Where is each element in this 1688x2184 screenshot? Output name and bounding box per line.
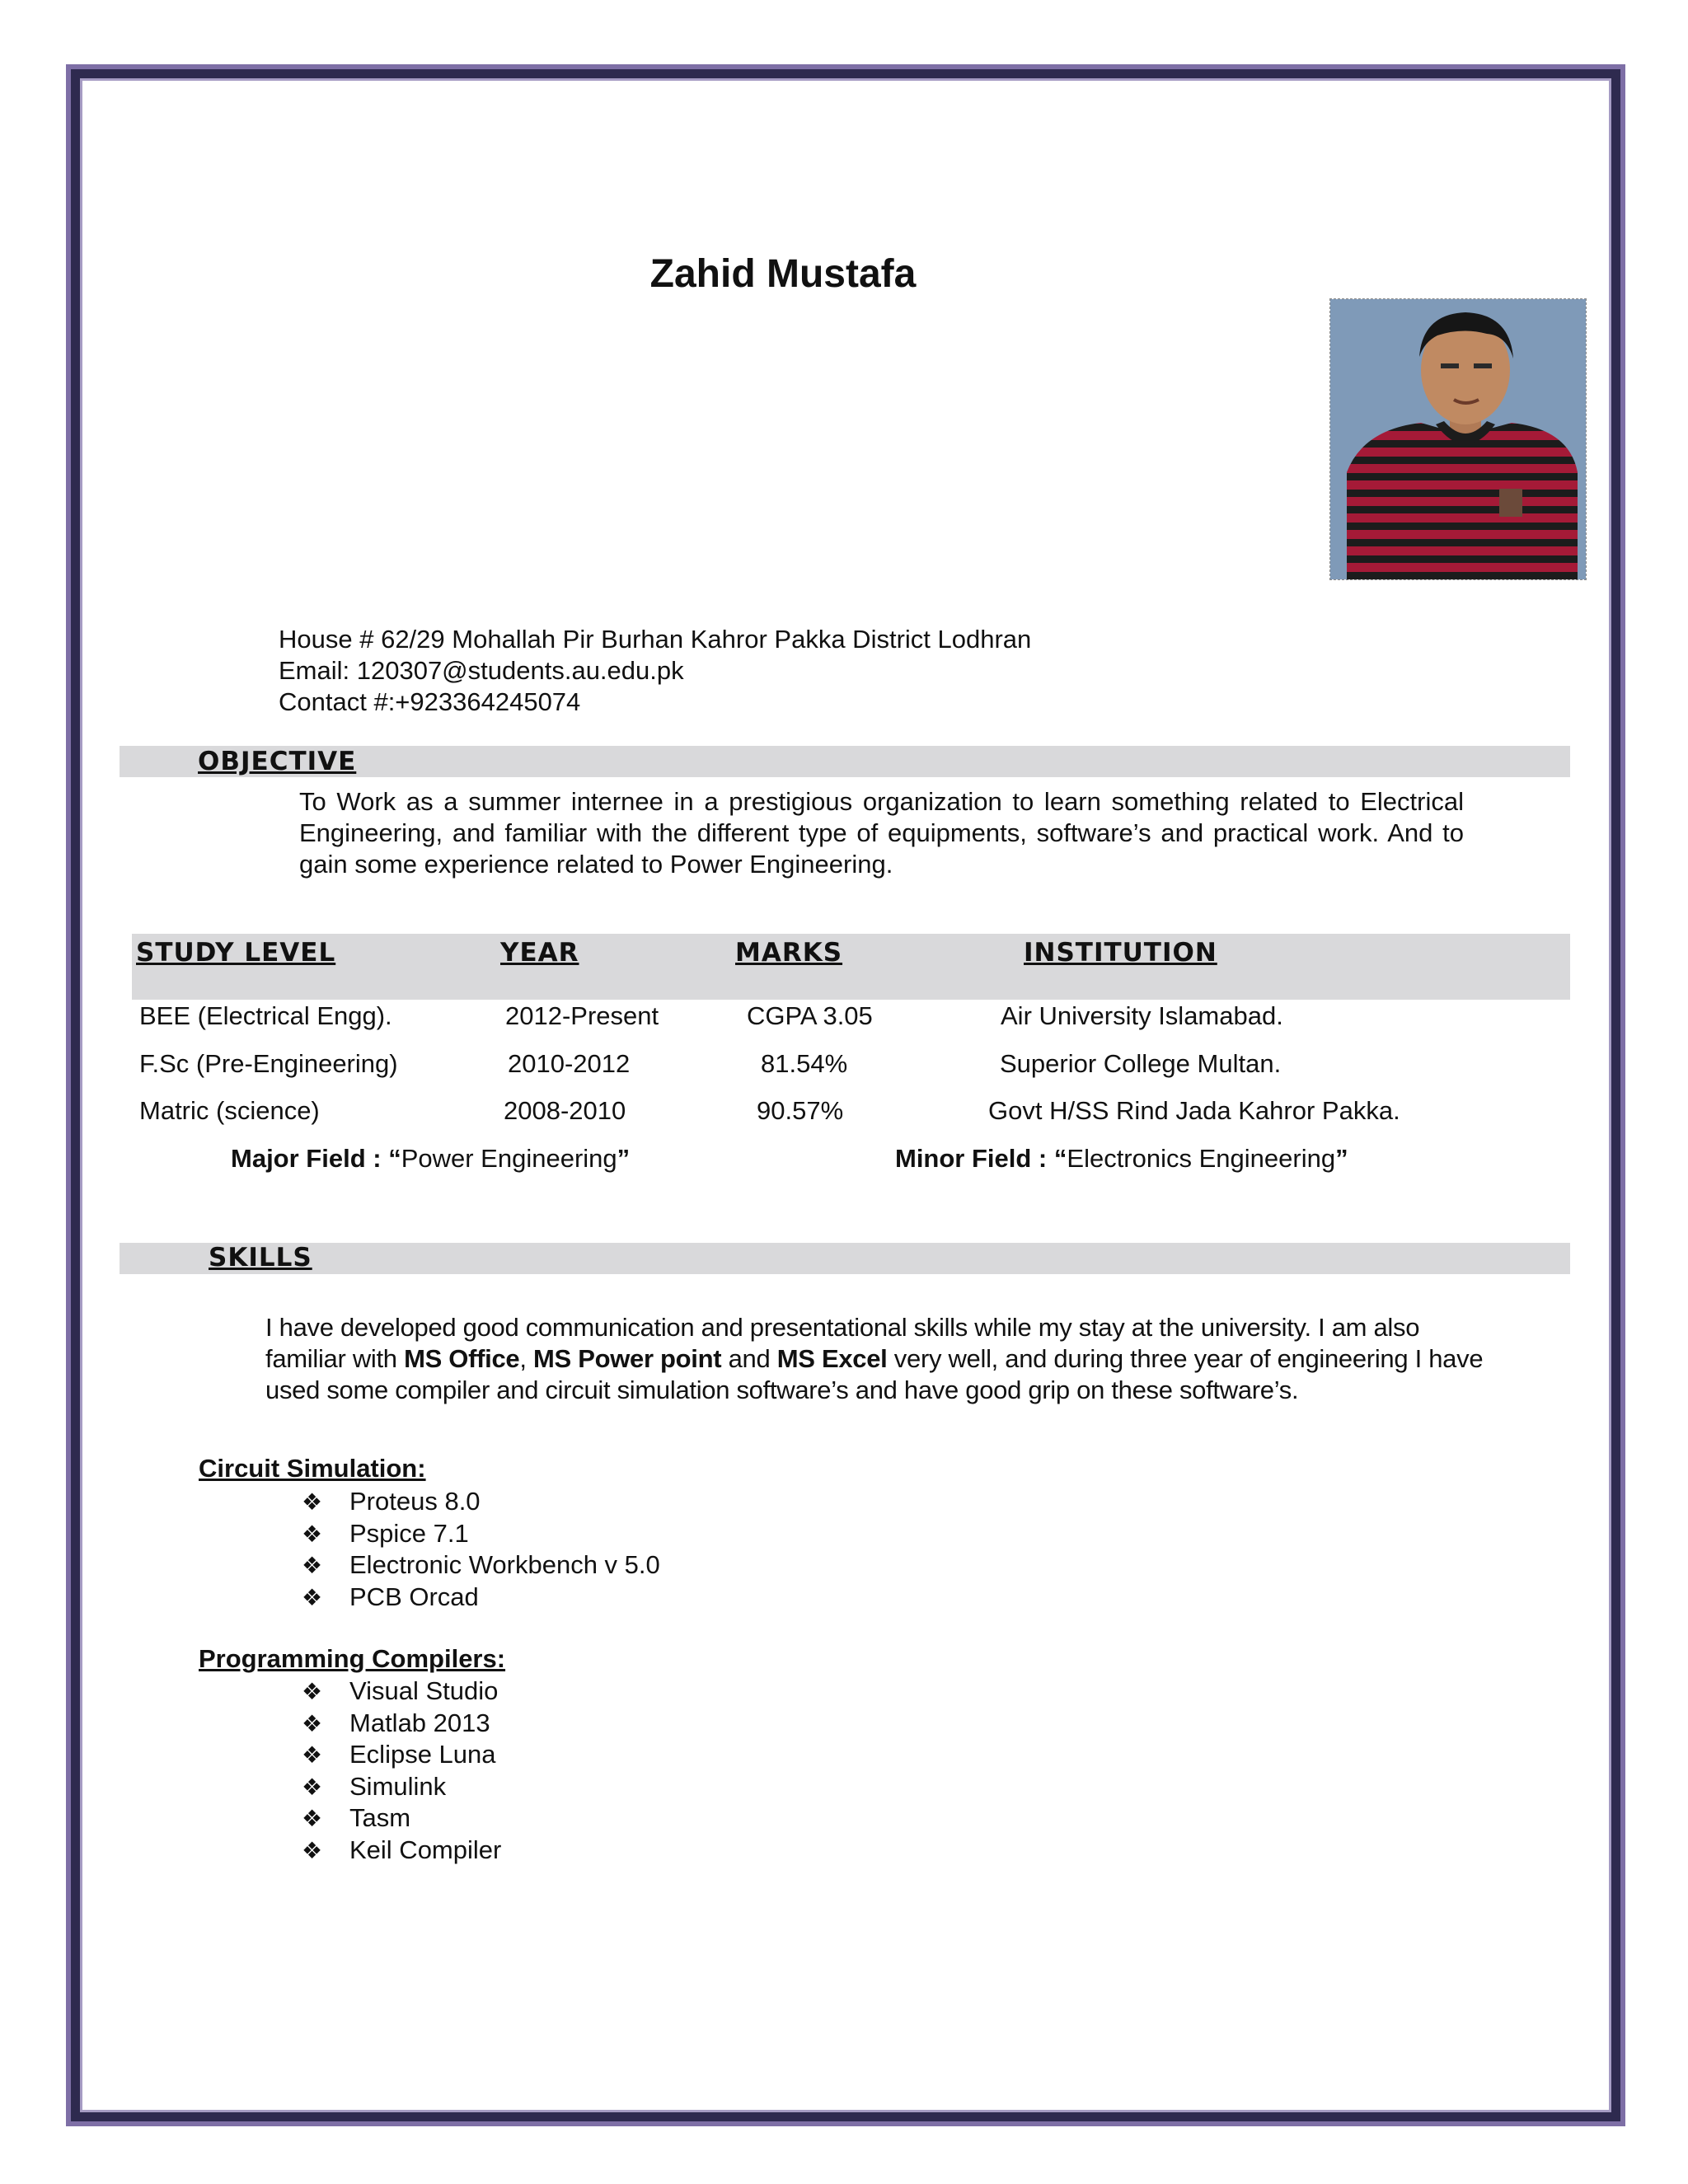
- circuit-simulation-list: [302, 1486, 660, 1613]
- programming-compilers-list: [302, 1675, 501, 1866]
- candidate-name: Zahid Mustafa: [649, 252, 917, 296]
- phone-line: Contact #:+923364245074: [279, 687, 581, 716]
- diamond-bullet-icon: ❖: [302, 1806, 323, 1831]
- list-item: ❖ Electronic Workbench v 5.0: [302, 1549, 660, 1582]
- list-item: ❖ Keil Compiler: [302, 1835, 501, 1867]
- skills-header-band: [120, 1243, 1570, 1274]
- edu-row-2-level: F.Sc (Pre-Engineering): [139, 1049, 398, 1078]
- programming-compilers-title: Programming Compilers:: [199, 1644, 506, 1673]
- ms-office-text: MS Office: [404, 1344, 520, 1373]
- objective-title: OBJECTIVE: [198, 747, 357, 776]
- edu-row-3-year: 2008-2010: [504, 1096, 626, 1125]
- objective-text: To Work as a summer internee in a prestigious organization to learn something related to Electrical Engineering, and familiar with the different type of equipments, software’s and practical work. And to gain some experience related to Power Engineering.: [299, 787, 1464, 879]
- header-institution: INSTITUTION: [1024, 938, 1217, 968]
- list-item: ❖ Pspice 7.1: [302, 1518, 660, 1550]
- list-item: ❖ Matlab 2013: [302, 1708, 501, 1740]
- header-marks: MARKS: [735, 938, 843, 968]
- edu-row-3-marks: 90.57%: [757, 1096, 844, 1125]
- email-line: Email: 120307@students.au.edu.pk: [279, 656, 684, 685]
- address-line: House # 62/29 Mohallah Pir Burhan Kahror Pakka District Lodhran: [279, 625, 1032, 654]
- profile-photo: [1329, 298, 1587, 580]
- diamond-bullet-icon: ❖: [302, 1584, 323, 1610]
- diamond-bullet-icon: ❖: [302, 1489, 323, 1515]
- list-item: ❖ Simulink: [302, 1771, 501, 1803]
- ms-excel-text: MS Excel: [776, 1344, 888, 1373]
- list-item: ❖ Eclipse Luna: [302, 1739, 501, 1771]
- edu-row-3-level: Matric (science): [139, 1096, 320, 1125]
- list-item: ❖ Proteus 8.0: [302, 1486, 660, 1518]
- major-field: Major Field : “Power Engineering”: [231, 1144, 631, 1173]
- minor-field: Minor Field : “Electronics Engineering”: [895, 1144, 1348, 1173]
- edu-row-1-year: 2012-Present: [505, 1001, 659, 1030]
- diamond-bullet-icon: ❖: [302, 1553, 323, 1578]
- education-header-band: [132, 934, 1570, 1000]
- diamond-bullet-icon: ❖: [302, 1742, 323, 1768]
- major-field-value: Power Engineering: [401, 1144, 617, 1173]
- list-item: ❖ Tasm: [302, 1802, 501, 1835]
- contact-block: [279, 624, 1031, 718]
- header-study-level: STUDY LEVEL: [136, 938, 336, 968]
- diamond-bullet-icon: ❖: [302, 1774, 323, 1800]
- diamond-bullet-icon: ❖: [302, 1710, 323, 1736]
- edu-row-1-marks: CGPA 3.05: [747, 1001, 873, 1030]
- skills-paragraph: I have developed good communication and presentational skills while my stay at the university. I am also familiar with MS Office, MS Power point and MS Excel very well, and during three year of engineering I have used some compiler and circuit simulation software’s and have good grip on these software’s.: [265, 1313, 1484, 1404]
- minor-field-value: Electronics Engineering: [1067, 1144, 1336, 1173]
- minor-field-label: Minor Field :: [895, 1144, 1048, 1173]
- diamond-bullet-icon: ❖: [302, 1679, 323, 1704]
- ms-powerpoint-text: MS Power point: [532, 1344, 722, 1373]
- skills-title: SKILLS: [209, 1243, 312, 1272]
- list-item: ❖ Visual Studio: [302, 1675, 501, 1708]
- edu-row-1-institution: Air University Islamabad.: [1001, 1001, 1283, 1030]
- list-item: ❖ PCB Orcad: [302, 1582, 660, 1614]
- circuit-simulation-title: Circuit Simulation:: [199, 1454, 426, 1483]
- diamond-bullet-icon: ❖: [302, 1837, 323, 1863]
- edu-row-3-institution: Govt H/SS Rind Jada Kahror Pakka.: [988, 1096, 1400, 1125]
- edu-row-1-level: BEE (Electrical Engg).: [139, 1001, 392, 1030]
- diamond-bullet-icon: ❖: [302, 1521, 323, 1547]
- header-year: YEAR: [500, 938, 579, 968]
- edu-row-2-marks: 81.54%: [761, 1049, 848, 1078]
- edu-row-2-institution: Superior College Multan.: [1000, 1049, 1282, 1078]
- major-field-label: Major Field :: [231, 1144, 382, 1173]
- edu-row-2-year: 2010-2012: [508, 1049, 631, 1078]
